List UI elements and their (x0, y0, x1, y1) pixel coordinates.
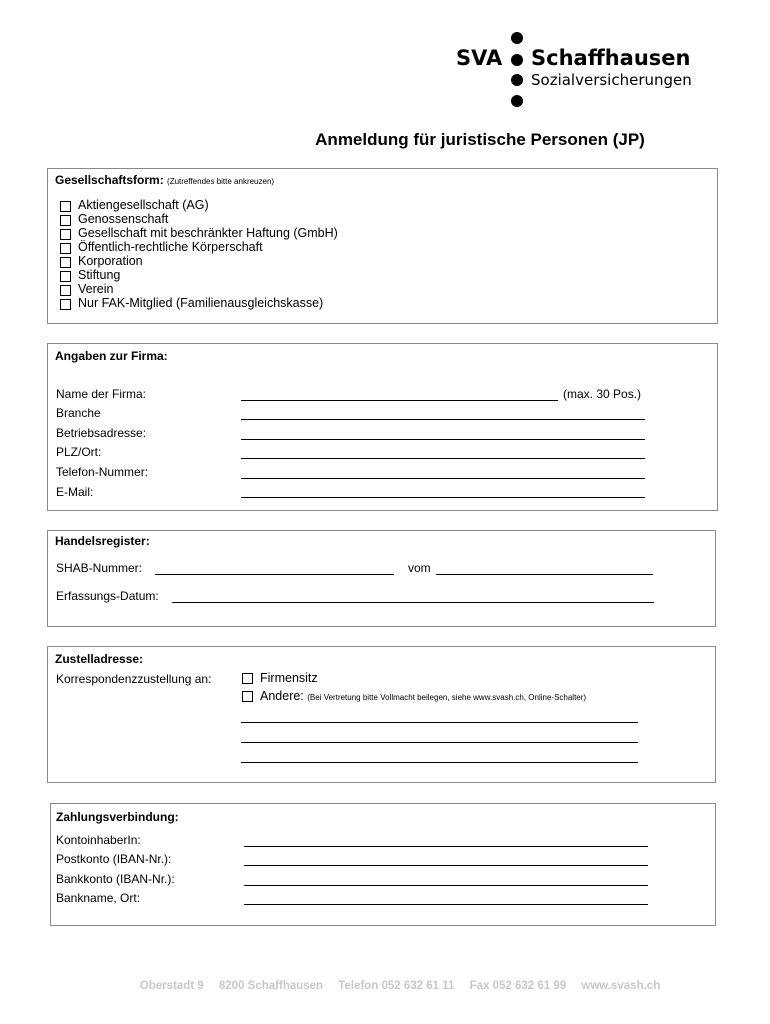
input-firmenname[interactable] (241, 400, 558, 401)
option-stiftung: Stiftung (78, 268, 121, 282)
option-gmbh: Gesellschaft mit beschränkter Haftung (GmbH) (78, 226, 338, 240)
sva-logo (440, 28, 740, 113)
zustelladresse-heading: Zustelladresse: (55, 652, 144, 666)
logo-dot (511, 74, 523, 86)
input-telefon[interactable] (241, 478, 645, 479)
logo-dot (511, 54, 523, 66)
input-branche[interactable] (241, 419, 645, 420)
handelsregister-section (47, 530, 716, 627)
checkbox-korporation[interactable] (60, 257, 71, 268)
zustelladresse-section (47, 646, 716, 783)
logo-dot (511, 32, 523, 44)
checkbox-andere[interactable] (242, 691, 253, 702)
zahlung-heading: Zahlungsverbindung: (56, 810, 179, 824)
checkbox-fak[interactable] (60, 299, 71, 310)
input-andere-line-1[interactable] (241, 722, 638, 723)
input-shab[interactable] (155, 574, 394, 575)
checkbox-oeffentlich[interactable] (60, 243, 71, 254)
option-genossenschaft: Genossenschaft (78, 212, 169, 226)
input-postkonto[interactable] (244, 865, 648, 866)
option-fak: Nur FAK-Mitglied (Familienausgleichskasse) (78, 296, 324, 310)
zahlung-section (50, 803, 716, 926)
input-kontoinhaber[interactable] (244, 846, 648, 847)
label-firmenname: Name der Firma: (56, 387, 147, 401)
max-note: (max. 30 Pos.) (563, 387, 642, 401)
logo-sozialversicherungen: Sozialversicherungen (531, 71, 692, 89)
option-korporation: Korporation (78, 254, 143, 268)
footer-address: Oberstadt 9 (139, 980, 204, 992)
label-postkonto: Postkonto (IBAN-Nr.): (56, 852, 172, 866)
label-telefon: Telefon-Nummer: (56, 465, 149, 479)
input-betriebsadresse[interactable] (241, 439, 645, 440)
input-bankname[interactable] (244, 904, 648, 905)
label-branche: Branche (56, 406, 101, 420)
checkbox-gmbh[interactable] (60, 229, 71, 240)
input-andere-line-2[interactable] (241, 742, 638, 743)
checkbox-firmensitz[interactable] (242, 673, 253, 684)
input-email[interactable] (241, 497, 645, 498)
label-korrespondenz: Korrespondenzzustellung an: (56, 672, 212, 686)
label-kontoinhaber: KontoinhaberIn: (56, 833, 141, 847)
footer-city: 8200 Schaffhausen (218, 980, 324, 992)
label-bankname: Bankname, Ort: (56, 891, 141, 905)
logo-sva: SVA (456, 46, 503, 70)
label-bankkonto: Bankkonto (IBAN-Nr.): (56, 872, 175, 886)
label-erfassungsdatum: Erfassungs-Datum: (56, 589, 159, 603)
section-note: (Zutreffendes bitte ankreuzen) (167, 177, 275, 186)
footer-fax: Fax 052 632 61 99 (469, 980, 567, 992)
gesellschaftsform-section (47, 168, 718, 324)
section-heading: Gesellschaftsform: (55, 173, 164, 187)
footer-web: www.svash.ch (581, 980, 661, 992)
label-betriebsadresse: Betriebsadresse: (56, 426, 147, 440)
andere-note: (Bei Vertretung bitte Vollmacht beilegen, siehe www.svash.ch, Online-Schalter) (307, 693, 587, 702)
andere-label: Andere: (260, 689, 304, 703)
option-oeffentlich: Öffentlich-rechtliche Körperschaft (78, 240, 263, 254)
option-firmensitz: Firmensitz (260, 671, 318, 685)
input-bankkonto[interactable] (244, 885, 648, 886)
footer (0, 980, 770, 992)
label-vom: vom (408, 561, 431, 575)
firma-section (47, 343, 718, 511)
firma-heading: Angaben zur Firma: (55, 349, 168, 363)
page-title: Anmeldung für juristische Personen (JP) (315, 130, 645, 149)
checkbox-stiftung[interactable] (60, 271, 71, 282)
input-plz-ort[interactable] (241, 458, 645, 459)
input-erfassungsdatum[interactable] (172, 602, 654, 603)
label-email: E-Mail: (56, 485, 94, 499)
checkbox-verein[interactable] (60, 285, 71, 296)
label-shab: SHAB-Nummer: (56, 561, 143, 575)
footer-phone: Telefon 052 632 61 11 (338, 980, 455, 992)
logo-schaffhausen: Schaffhausen (531, 46, 691, 70)
input-vom[interactable] (436, 574, 653, 575)
handelsregister-heading: Handelsregister: (55, 534, 150, 548)
checkbox-genossenschaft[interactable] (60, 215, 71, 226)
option-ag: Aktiengesellschaft (AG) (78, 198, 209, 212)
checkbox-ag[interactable] (60, 201, 71, 212)
option-andere (260, 689, 586, 703)
gesellschaftsform-heading (55, 173, 274, 187)
label-plz-ort: PLZ/Ort: (56, 445, 102, 459)
logo-dot (511, 95, 523, 107)
option-verein: Verein (78, 282, 114, 296)
input-andere-line-3[interactable] (241, 762, 638, 763)
